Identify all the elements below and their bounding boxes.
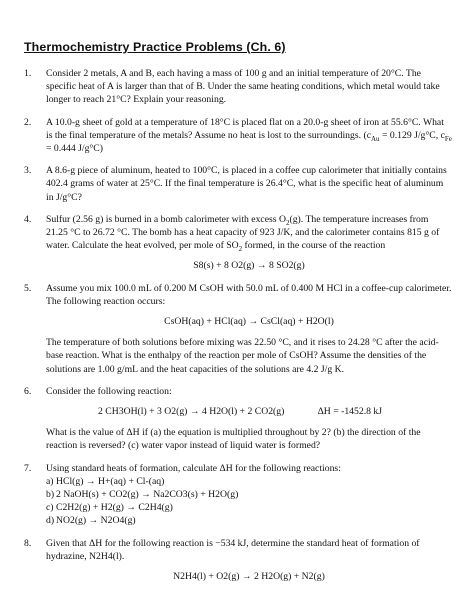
item-text: C2H2(g) + H2(g) → C2H4(g) [56,502,173,514]
problem-text-part: A 10.0-g sheet of gold at a temperature of 18°C is placed flat on a 20.0-g sheet of iron at 55.6°C. What is the final temperature of the metals? Assume no heat is lost to the surroundings. (c [46,116,444,141]
list-item [46,475,452,488]
subscript: 2 [285,218,290,227]
item-label: d) [46,515,55,527]
problem-text [46,116,452,156]
problem-2 [24,116,452,156]
problem-text: Consider 2 metals, A and B, each having a mass of 100 g and an initial temperature of 20°C. The specific heat of A is larger than that of B. Under the same heating conditions, which metal would take longer to reach 21°C? Explain your reasoning. [46,68,440,106]
problem-paragraph: The temperature of both solutions before mixing was 22.50 °C, and it rises to 24.28 °C after the acid-base reaction. What is the enthalpy of the reaction per mole of CsOH? Assume the densities of the solutions are 1.00 g/mL and the heat capacities of the solutions are 4.2 J/g K. [46,337,439,375]
item-text: HCl(g) → H+(aq) + Cl-(aq) [56,475,165,487]
item-text: NO2(g) → N2O4(g) [56,515,136,527]
item-label: a) [46,475,54,487]
problem-6 [24,385,452,453]
problem-3 [24,164,452,204]
problem-number: 6. [24,385,32,397]
item-text: 2 NaOH(s) + CO2(g) → Na2CO3(s) + H2O(g) [56,489,239,501]
subscript: Fe [444,134,452,143]
list-item [46,488,452,501]
problem-number: 4. [24,213,32,225]
problem-paragraph: What is the value of ΔH if (a) the equation is multiplied throughout by 2? (b) the direction of the reaction is reversed? (c) water vapor instead of liquid water is formed? [46,427,421,452]
problem-text-part: = 0.129 J/g°C, c [379,129,445,141]
problem-5 [24,282,452,376]
item-label: c) [46,502,54,514]
page-title: Thermochemistry Practice Problems (Ch. 6) [24,40,286,54]
problem-text: Consider the following reaction: [46,385,172,397]
reaction-list [46,475,452,528]
problem-text-part: = 0.444 J/g°C) [46,143,103,155]
reaction-equation: N2H4(l) + O2(g) → 2 H2O(g) + N2(g) [173,571,325,583]
problem-8 [24,537,452,584]
problem-number: 8. [24,537,32,549]
subscript: 2 [238,245,243,254]
list-item [46,501,452,514]
problem-4 [24,213,452,273]
problem-number: 7. [24,462,32,474]
problem-number: 3. [24,165,32,177]
problem-text-part: formed, in the course of the reaction [242,240,386,252]
reaction-equation: 2 CH3OH(l) + 3 O2(g) → 4 H2O(l) + 2 CO2(g) [98,406,285,418]
reaction-equation-row [98,405,382,418]
problem-text: Using standard heats of formation, calculate ΔH for the following reactions: [46,462,341,474]
subscript: Au [371,134,380,143]
enthalpy-value: ΔH = -1452.8 kJ [317,406,382,418]
reaction-equation: S8(s) + 8 O2(g) → 8 SO2(g) [193,260,305,272]
problem-text-part: (g). The temperature increases from 21.25 °C to 26.72 °C. The bomb has a heat capacity of 923 J/K, and the calorimeter contains 815 g of water. Calculate the heat evolved, per mole of SO [46,213,440,252]
problem-text-part: Sulfur (2.56 g) is burned in a bomb calorimeter with excess O [46,213,286,225]
problem-7 [24,462,452,528]
problem-text: Given that ΔH for the following reaction is −534 kJ, determine the standard heat of formation of hydrazine, N2H4(l). [46,537,420,562]
item-label: b) [46,489,55,501]
problem-number: 2. [24,116,32,128]
problem-number: 5. [24,282,32,294]
problem-text [46,213,452,253]
problem-text: Assume you mix 100.0 mL of 0.200 M CsOH with 50.0 mL of 0.400 M HCl in a coffee-cup calorimeter. The following reaction occurs: [46,282,452,307]
problem-1 [24,67,452,107]
reaction-equation: CsOH(aq) + HCl(aq) → CsCl(aq) + H2O(l) [164,316,334,328]
problem-text: A 8.6-g piece of aluminum, heated to 100°C, is placed in a coffee cup calorimeter that initially contains 402.4 grams of water at 25°C. If the final temperature is 26.4°C, what is the specific heat of aluminum in J/g°C? [46,165,447,203]
list-item [46,514,452,527]
problem-number: 1. [24,68,32,79]
